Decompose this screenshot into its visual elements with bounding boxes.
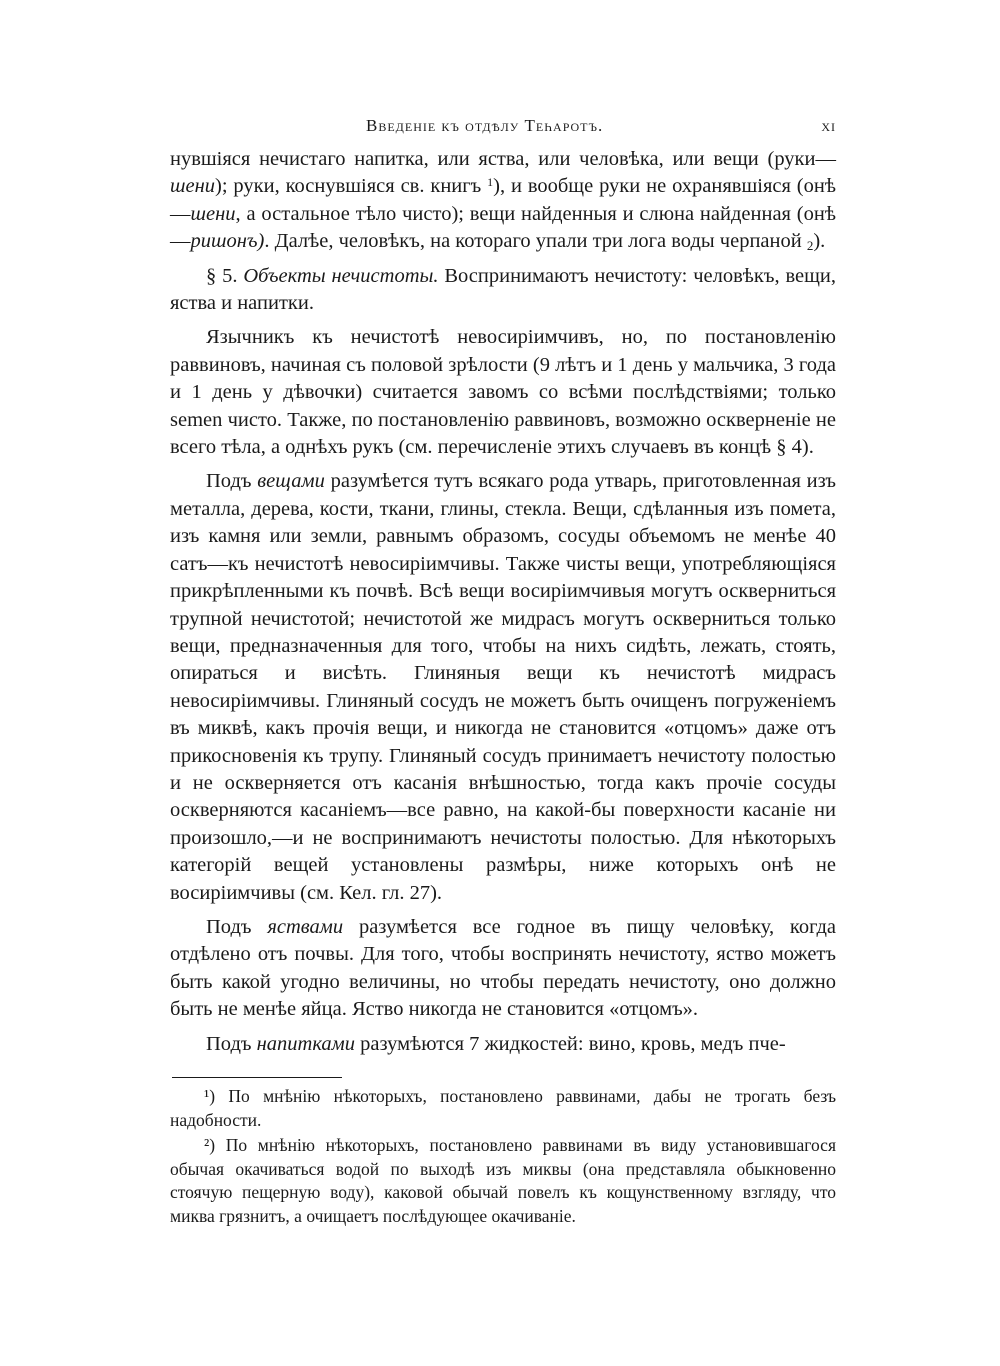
running-title: Введеніе къ отдѣлу Теһаротъ. [366,116,604,135]
term-foods: яствами [267,915,344,938]
paragraph-continued: нувшіяся нечистаго напитка, или яства, или человѣка, или вещи (руки—шени); руки, коснувшіяся св. книгъ $^1$), и вообще руки не охранявшіяся (онѣ—шени, а остальное тѣло чисто); вещи найденныя и слюна найденная (онѣ—ришонъ). Далѣе, человѣкъ, на котораго упали три лога воды черпаной $_2$). [170,148,836,254]
section-5-heading-paragraph: § 5. Объекты нечистоты. Воспринимаютъ нечистоту: человѣкъ, вещи, яства и напитки. [170,264,836,315]
running-header [170,116,836,140]
term-vessels: вещами [257,470,325,493]
paragraph-vessels: Подъ вещами разумѣется тутъ всякаго рода утварь, приготовленная изъ металла, дерева, кости, ткани, глины, стекла. Вещи, сдѣланныя изъ помета, изъ камня или земли, равнымъ образомъ, сосуды объемомъ не менѣе 40 сатъ—къ нечистотѣ невосиріимчивы. Также чисты вещи, употребляющіяся прикрѣпленными къ почвѣ. Всѣ вещи восиріимчивыя могутъ оскверниться трупной нечистотой; нечистотой же мидрасъ могутъ оскверниться только вещи, предназначенныя для того, чтобы на нихъ сидѣть, лежать, стоять, опираться и висѣть. Глиняныя вещи къ нечистотѣ мидрасъ невосиріимчивы. Глиняный сосудъ не можетъ быть очищенъ погруженіемъ въ миквѣ, какъ прочія вещи, и никогда не становится «отцомъ» даже отъ прикосновенія къ трупу. Глиняный сосудъ принимаетъ нечистоту полостью и не оскверняется отъ касанія внѣшностью, тогда какъ прочіе сосуды оскверняются касаніемъ—все равно, на какой-бы поверхности касаніе ни произошло,—и не воспринимаютъ нечистоты полостью. Для нѣкоторыхъ категорій вещей установлены размѣры, ниже которыхъ онѣ не восиріимчивы (см. Кел. гл. 27). [170,470,836,904]
term-sheni: шени [170,175,215,198]
footnote-ref-2: 2 [806,238,814,254]
footnote-1: ¹) По мнѣнію нѣкоторыхъ, постановлено раввинами, дабы не трогать безъ надобности. [170,1086,836,1130]
paragraph-gentile: Язычникъ къ нечистотѣ невосиріимчивъ, но, по постановленію раввиновъ, начиная съ половой зрѣлости (9 лѣтъ и 1 день у мальчика, 3 года и 1 день у дѣвочки) считается завомъ со всѣми послѣдствіями; только semen чисто. Также, по постановленію раввиновъ, возможно оскверненіе не всего тѣла, а однѣхъ рукъ (см. перечисленіе этихъ случаевъ въ концѣ § 4). [170,326,836,459]
term-rishon: ришонъ) [190,230,265,253]
paragraph-drinks: Подъ напитками разумѣются 7 жидкостей: вино, кровь, медъ пче- [206,1032,786,1055]
term-drinks: напитками [256,1032,356,1055]
section-title: Объекты нечистоты. [243,264,439,287]
term-sheni: шени [190,202,236,225]
paragraph-foods: Подъ яствами разумѣется все годное въ пищу человѣку, когда отдѣлено отъ почвы. Для того, чтобы воспринять нечистоту, яство можетъ быть какой угодно величины, но чтобы передать нечистоту, оно должно быть не менѣе яйца. Яство никогда не становится «отцомъ». [170,915,836,1021]
page-number: xi [821,116,836,135]
main-text [170,146,836,1065]
footnote-ref-1: 1 [487,175,494,190]
footnote-2: ²) По мнѣнію нѣкоторыхъ, постановлено раввинами въ виду установившагося обычая окачиваться водой по выходѣ изъ миквы (она представляла обыкновенно стоячую пещерную воду), каковой обычай повелъ къ кощунственному взгляду, что миква грязнитъ, а очищаетъ послѣдующее окачиваніе. [170,1135,836,1226]
footnotes [170,1085,836,1230]
footnote-divider [172,1077,342,1078]
